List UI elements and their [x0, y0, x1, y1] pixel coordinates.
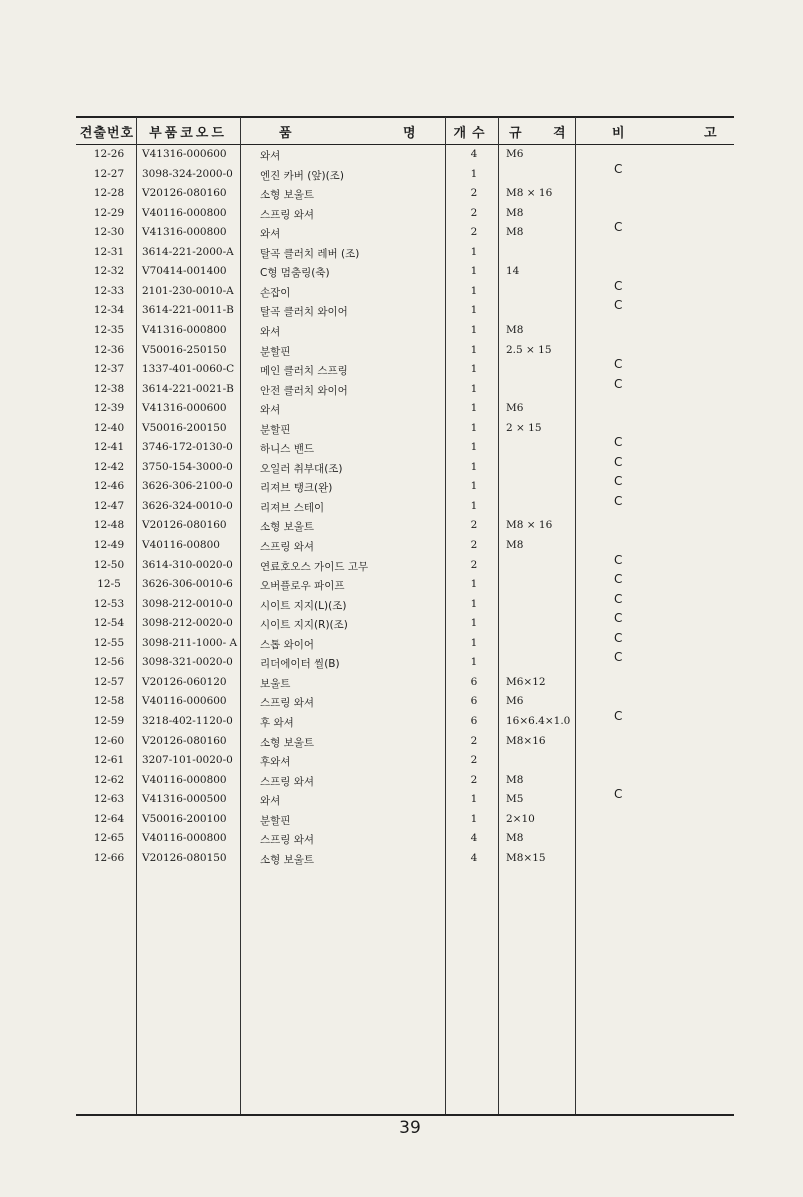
- cell-part-code: 3098-212-0020-0: [142, 617, 233, 630]
- cell-item-number: 12-63: [93, 793, 125, 806]
- table-row: [0, 708, 803, 733]
- cell-quantity: 6: [470, 675, 478, 688]
- cell-item-number: 12-46: [93, 480, 125, 493]
- table-row: [0, 342, 803, 362]
- table-row: [0, 420, 803, 440]
- cell-spec: M8: [506, 206, 524, 219]
- cell-remark: C: [614, 572, 623, 587]
- cell-quantity: 4: [470, 832, 478, 845]
- cell-part-code: 3614-221-2000-A: [142, 245, 234, 258]
- cell-quantity: 1: [470, 793, 478, 806]
- cell-item-number: 12-37: [93, 363, 125, 376]
- cell-quantity: 2: [470, 519, 478, 532]
- cell-part-name: 리져브 탱크(완): [260, 482, 333, 495]
- cell-part-name: 소형 보울트: [260, 189, 315, 202]
- cell-quantity: 2: [470, 206, 478, 219]
- cell-item-number: 12-49: [93, 539, 125, 551]
- table-row: [0, 693, 803, 713]
- cell-quantity: 2: [470, 539, 478, 551]
- cell-quantity: 1: [470, 265, 478, 278]
- cell-quantity: 1: [470, 245, 478, 258]
- cell-item-number: 12-32: [93, 265, 125, 278]
- table-row: [0, 517, 803, 537]
- cell-item-number: 12-62: [93, 773, 125, 786]
- cell-spec: 14: [506, 265, 520, 278]
- cell-part-code: V70414-001400: [142, 265, 227, 278]
- cell-part-name: 손잡이: [260, 286, 291, 299]
- cell-part-code: 3626-324-0010-0: [142, 499, 233, 512]
- header-quantity: 개수: [453, 125, 491, 141]
- cell-part-code: 3750-154-3000-0: [142, 460, 233, 473]
- cell-item-number: 12-47: [93, 499, 125, 512]
- cell-item-number: 12-42: [93, 460, 125, 473]
- cell-part-name: 오일러 취부대(조): [260, 462, 343, 475]
- cell-spec: M8: [506, 539, 524, 551]
- cell-part-code: 3098-324-2000-0: [142, 167, 233, 180]
- cell-part-name: 스프링 와셔: [260, 208, 315, 221]
- cell-part-code: 3218-402-1120-0: [142, 714, 233, 727]
- cell-part-name: 후 와셔: [260, 716, 294, 729]
- header-part-code: 부품코오드: [149, 125, 227, 141]
- cell-item-number: 12-30: [93, 226, 125, 239]
- table-row: [0, 263, 803, 283]
- cell-part-name: 탈곡 클러치 레버 (조): [260, 247, 360, 260]
- table-row: [0, 220, 803, 244]
- table-row: [0, 772, 803, 792]
- cell-part-code: V41316-000800: [142, 323, 227, 336]
- table-bottom-rule: [76, 1114, 734, 1116]
- cell-quantity: 1: [470, 284, 478, 297]
- cell-part-code: 3626-306-0010-6: [142, 578, 233, 591]
- cell-spec: M8×16: [506, 734, 546, 747]
- cell-quantity: 2: [470, 558, 478, 571]
- cell-quantity: 1: [470, 480, 478, 493]
- table-row: [0, 185, 803, 205]
- cell-item-number: 12-31: [93, 245, 125, 258]
- cell-part-name: 하니스 밴드: [260, 443, 315, 456]
- table-row: [0, 278, 803, 303]
- cell-part-name: 와셔: [260, 795, 281, 808]
- cell-part-code: V40116-00800: [142, 539, 220, 551]
- cell-item-number: 12-26: [93, 148, 125, 160]
- cell-part-code: 3098-211-1000- A: [142, 636, 238, 649]
- cell-part-code: V41316-000600: [142, 148, 227, 160]
- header-part-name-b: 명: [403, 125, 416, 141]
- cell-remark: C: [614, 278, 623, 293]
- cell-part-name: 와셔: [260, 150, 281, 162]
- cell-part-name: 스프링 와셔: [260, 697, 315, 710]
- cell-part-name: 보울트: [260, 677, 291, 690]
- cell-item-number: 12-41: [93, 441, 125, 454]
- table-row: [0, 752, 803, 772]
- table-row: [0, 205, 803, 225]
- cell-item-number: 12-35: [93, 323, 125, 336]
- cell-quantity: 1: [470, 656, 478, 669]
- cell-part-name: 소형 보울트: [260, 521, 315, 534]
- cell-part-name: 오버플로우 파이프: [260, 580, 345, 593]
- cell-remark: C: [614, 552, 623, 567]
- cell-part-name: 분할핀: [260, 814, 291, 827]
- cell-part-name: 와셔: [260, 404, 281, 417]
- cell-spec: M8×15: [506, 851, 546, 864]
- cell-item-number: 12-55: [93, 636, 125, 649]
- cell-spec: M5: [506, 793, 524, 806]
- cell-quantity: 1: [470, 363, 478, 376]
- table-row: [0, 537, 803, 557]
- cell-part-code: 2101-230-0010-A: [142, 284, 234, 297]
- cell-part-code: V41316-000600: [142, 402, 227, 415]
- header-remarks: [576, 118, 734, 144]
- cell-part-code: V20126-080160: [142, 734, 227, 747]
- table-row: [0, 787, 803, 811]
- cell-quantity: 1: [470, 304, 478, 317]
- cell-item-number: 12-61: [93, 754, 125, 767]
- cell-item-number: 12-36: [93, 343, 125, 356]
- cell-quantity: 1: [470, 402, 478, 415]
- cell-remark: C: [614, 161, 623, 176]
- header-spec-a: 규: [509, 125, 522, 141]
- cell-remark: C: [614, 787, 623, 802]
- cell-part-code: V40116-000800: [142, 206, 227, 219]
- cell-part-name: 소형 보울트: [260, 736, 315, 749]
- cell-spec: M8 × 16: [506, 519, 553, 532]
- cell-part-name: 리져브 스테이: [260, 501, 325, 514]
- cell-quantity: 4: [470, 148, 478, 160]
- table-row: [0, 435, 803, 459]
- cell-quantity: 6: [470, 714, 478, 727]
- cell-part-code: 3614-310-0020-0: [142, 558, 233, 571]
- cell-part-code: V20126-080160: [142, 187, 227, 200]
- cell-item-number: 12-59: [93, 714, 125, 727]
- cell-quantity: 1: [470, 636, 478, 649]
- cell-part-code: 3098-321-0020-0: [142, 656, 233, 669]
- header-spec: [499, 118, 575, 144]
- cell-quantity: 4: [470, 851, 478, 864]
- cell-spec: 2.5 × 15: [506, 343, 552, 356]
- table-row: [0, 357, 803, 381]
- cell-item-number: 12-28: [93, 187, 125, 200]
- cell-item-number: 12-33: [93, 284, 125, 297]
- cell-item-number: 12-58: [93, 695, 125, 708]
- cell-remark: C: [614, 298, 623, 313]
- table-row: [0, 674, 803, 694]
- cell-part-name: 스프링 와셔: [260, 834, 315, 847]
- cell-item-number: 12-53: [93, 597, 125, 610]
- cell-part-code: V50016-250150: [142, 343, 227, 356]
- header-part-name: [241, 118, 445, 144]
- cell-spec: M8: [506, 773, 524, 786]
- cell-part-name: 분할핀: [260, 345, 291, 358]
- cell-part-code: 3207-101-0020-0: [142, 754, 233, 767]
- cell-part-code: 3626-306-2100-0: [142, 480, 233, 493]
- cell-item-number: 12-40: [93, 421, 125, 434]
- cell-spec: 2×10: [506, 812, 535, 825]
- cell-part-name: 후와셔: [260, 756, 291, 769]
- cell-remark: C: [614, 220, 623, 235]
- header-part-name-a: 품: [279, 125, 292, 141]
- cell-part-code: V20126-080150: [142, 851, 227, 864]
- cell-part-code: V41316-000800: [142, 226, 227, 239]
- cell-part-name: 안전 클러치 와이어: [260, 384, 348, 397]
- table-row: [0, 611, 803, 635]
- cell-item-number: 12-66: [93, 851, 125, 864]
- cell-part-code: V50016-200150: [142, 421, 227, 434]
- cell-remark: C: [614, 630, 623, 645]
- cell-part-name: 분할핀: [260, 423, 291, 436]
- cell-item-number: 12-65: [93, 832, 125, 845]
- table-row: [0, 400, 803, 420]
- cell-quantity: 1: [470, 167, 478, 180]
- cell-item-number: 12-34: [93, 304, 125, 317]
- table-row: [0, 493, 803, 518]
- table-row: [0, 376, 803, 401]
- cell-item-number: 12-29: [93, 206, 125, 219]
- table-row: [0, 322, 803, 342]
- cell-quantity: 2: [470, 226, 478, 239]
- cell-part-name: 탈곡 클러치 와이어: [260, 306, 348, 319]
- cell-part-name: 연료호오스 가이드 고무: [260, 560, 369, 573]
- cell-remark: C: [614, 454, 623, 469]
- table-header-rule: [76, 144, 734, 145]
- header-item-number: 견출번호: [79, 125, 135, 141]
- cell-part-code: V40116-000800: [142, 773, 227, 786]
- table-row: [0, 630, 803, 655]
- cell-part-name: 와셔: [260, 228, 281, 241]
- cell-spec: M6: [506, 148, 524, 160]
- cell-quantity: 1: [470, 499, 478, 512]
- cell-quantity: 6: [470, 695, 478, 708]
- cell-spec: 2 × 15: [506, 421, 542, 434]
- cell-item-number: 12-39: [93, 402, 125, 415]
- table-row: [0, 850, 803, 870]
- cell-part-name: C형 멈춤링(축): [260, 267, 330, 280]
- table-row: [0, 650, 803, 674]
- cell-part-code: 3614-221-0021-B: [142, 382, 234, 395]
- cell-spec: M8: [506, 323, 524, 336]
- table-row: [0, 298, 803, 322]
- table-row: [0, 552, 803, 577]
- cell-spec: 16×6.4×1.0: [506, 714, 571, 727]
- cell-part-code: V20126-060120: [142, 675, 227, 688]
- cell-part-name: 메인 클러치 스프링: [260, 365, 348, 378]
- cell-remark: C: [614, 474, 623, 489]
- cell-remark: C: [614, 611, 623, 626]
- cell-quantity: 2: [470, 187, 478, 200]
- cell-spec: M8: [506, 226, 524, 239]
- cell-quantity: 1: [470, 578, 478, 591]
- cell-remark: C: [614, 591, 623, 606]
- cell-spec: M8: [506, 832, 524, 845]
- header-spec-b: 격: [553, 125, 566, 141]
- cell-item-number: 12-50: [93, 558, 125, 571]
- cell-quantity: 1: [470, 617, 478, 630]
- header-remarks-b: 고: [704, 125, 717, 141]
- cell-spec: M6: [506, 402, 524, 415]
- cell-item-number: 12-57: [93, 675, 125, 688]
- cell-part-name: 스프링 와셔: [260, 775, 315, 788]
- cell-quantity: 1: [470, 597, 478, 610]
- cell-part-code: 3098-212-0010-0: [142, 597, 233, 610]
- cell-part-name: 스프링 와셔: [260, 541, 315, 553]
- cell-item-number: 12-5: [97, 578, 121, 591]
- cell-part-code: V40116-000800: [142, 832, 227, 845]
- cell-part-code: V50016-200100: [142, 812, 227, 825]
- cell-part-name: 와셔: [260, 325, 281, 338]
- cell-item-number: 12-38: [93, 382, 125, 395]
- table-row: [0, 572, 803, 596]
- cell-remark: C: [614, 435, 623, 450]
- table-row: [0, 454, 803, 479]
- cell-item-number: 12-27: [93, 167, 125, 180]
- cell-part-code: 3746-172-0130-0: [142, 441, 233, 454]
- table-row: [0, 474, 803, 498]
- cell-part-code: 1337-401-0060-C: [142, 363, 235, 376]
- table-row: [0, 830, 803, 850]
- cell-item-number: 12-54: [93, 617, 125, 630]
- cell-quantity: 1: [470, 382, 478, 395]
- cell-quantity: 1: [470, 323, 478, 336]
- cell-remark: C: [614, 357, 623, 372]
- cell-item-number: 12-64: [93, 812, 125, 825]
- cell-remark: C: [614, 376, 623, 391]
- table-row: [0, 733, 803, 753]
- page-number: 39: [399, 1118, 421, 1138]
- cell-quantity: 1: [470, 812, 478, 825]
- cell-remark: C: [614, 493, 623, 508]
- cell-spec: M6×12: [506, 675, 546, 688]
- cell-item-number: 12-48: [93, 519, 125, 532]
- cell-quantity: 1: [470, 460, 478, 473]
- cell-spec: M6: [506, 695, 524, 708]
- table-row: [0, 244, 803, 264]
- cell-remark: C: [614, 650, 623, 665]
- cell-part-name: 리더에이터 씰(B): [260, 658, 340, 671]
- cell-quantity: 2: [470, 773, 478, 786]
- cell-quantity: 2: [470, 734, 478, 747]
- cell-quantity: 1: [470, 441, 478, 454]
- table-row: [0, 591, 803, 616]
- cell-remark: C: [614, 708, 623, 723]
- cell-part-name: 소형 보울트: [260, 853, 315, 866]
- header-remarks-a: 비: [612, 125, 625, 141]
- cell-quantity: 1: [470, 421, 478, 434]
- cell-part-name: 스톱 와이어: [260, 638, 315, 651]
- table-row: [0, 811, 803, 831]
- cell-part-name: 시이트 지지(L)(조): [260, 599, 347, 612]
- table-row: [0, 161, 803, 186]
- cell-part-code: V40116-000600: [142, 695, 227, 708]
- cell-item-number: 12-60: [93, 734, 125, 747]
- cell-quantity: 2: [470, 754, 478, 767]
- cell-part-code: V20126-080160: [142, 519, 227, 532]
- cell-part-name: 엔진 카버 (앞)(조): [260, 169, 344, 182]
- cell-item-number: 12-56: [93, 656, 125, 669]
- cell-part-name: 시이트 지지(R)(조): [260, 619, 348, 632]
- cell-quantity: 1: [470, 343, 478, 356]
- cell-spec: M8 × 16: [506, 187, 553, 200]
- cell-part-code: V41316-000500: [142, 793, 227, 806]
- table-row: [0, 146, 803, 166]
- cell-part-code: 3614-221-0011-B: [142, 304, 234, 317]
